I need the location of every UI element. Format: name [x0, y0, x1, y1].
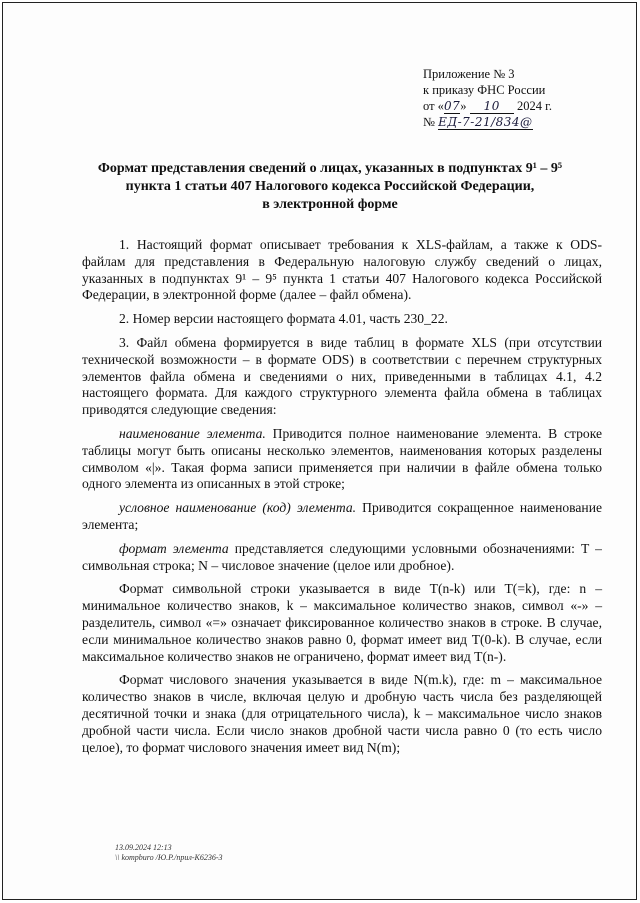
paragraph-1: 1. Настоящий формат описывает требования к XLS-файлам, а также к ODS-файлам для представления в Федеральную налоговую службу сведений о лицах, указанных в подпунктах 9¹ – 9⁵ пункта 1 статьи 407 Налогового кодекса Российской Федерации, в электронной форме (далее – файл обмена).	[82, 237, 602, 303]
appendix-block	[423, 66, 623, 130]
paragraph-3: 3. Файл обмена формируется в виде таблиц в формате XLS (при отсутствии технической возможности – в формате ODS) в соответствии с перечнем структурных элементов файла обмена и сведениями о них, приведенными в таблицах 4.1, 4.2 настоящего формата. Для каждого структурного элемента файла обмена в таблицах приводятся следующие сведения:	[82, 334, 602, 418]
document-title: Формат представления сведений о лицах, указанных в подпунктах 9¹ – 9⁵ пункта 1 статьи 407 Налогового кодекса Российской Федерации, в электронной форме	[97, 161, 563, 212]
order-number: № ЕД-7-21/834@	[423, 115, 533, 129]
paragraph-2: 2. Номер версии настоящего формата 4.01, часть 230_22.	[119, 311, 448, 327]
appendix-line: Приложение № 3	[423, 67, 515, 81]
handwritten-day: 07	[443, 99, 461, 113]
definition-code: условное наименование (код) элемента. Приводится сокращенное наименование элемента;	[82, 500, 603, 532]
paragraph-string-format: Формат символьной строки указывается в виде T(n-k) или T(=k), где: n – минимальное количество знаков, k – максимальное количество знаков, символ «-» – разделитель, символ «=» означает фиксированное количество знаков в строке. В случае, если минимальное количество знаков равно 0, формат имеет вид T(0-k). В случае, если максимальное количество знаков не ограничено, формат имеет вид T(n-).	[82, 581, 602, 664]
print-footer: 13.09.2024 12:13 \\ kompburo /Ю.Р./прил-К6236-3	[115, 843, 223, 862]
paragraph-number-format: Формат числового значения указывается в виде N(m.k), где: m – максимальное количество знаков в числе, включая целую и дробную часть числа без разделяющей десятичной точки и знака (для отрицательного числа), k – максимальное число знаков дробной части числа. Если число знаков дробной части числа равно 0 (то есть число целое), то формат числового значения имеет вид N(m);	[82, 672, 602, 755]
definition-name: наименование элемента. Приводится полное наименование элемента. В строке таблицы могут быть описаны несколько элементов, наименования которых разделены символом «|». Такая форма записи применяется при наличии в файле обмена только одного элемента из описанных в этой строке;	[82, 425, 602, 492]
order-line: к приказу ФНС России	[423, 83, 546, 97]
document-body	[82, 237, 602, 763]
definition-format: формат элемента представляется следующими условными обозначениями: T – символьная строка; N – числовое значение (целое или дробное).	[82, 540, 602, 573]
handwritten-month: 10	[470, 99, 514, 114]
handwritten-number: ЕД-7-21/834@	[438, 115, 533, 129]
order-date: от «07» 10 2024 г.	[423, 99, 552, 113]
